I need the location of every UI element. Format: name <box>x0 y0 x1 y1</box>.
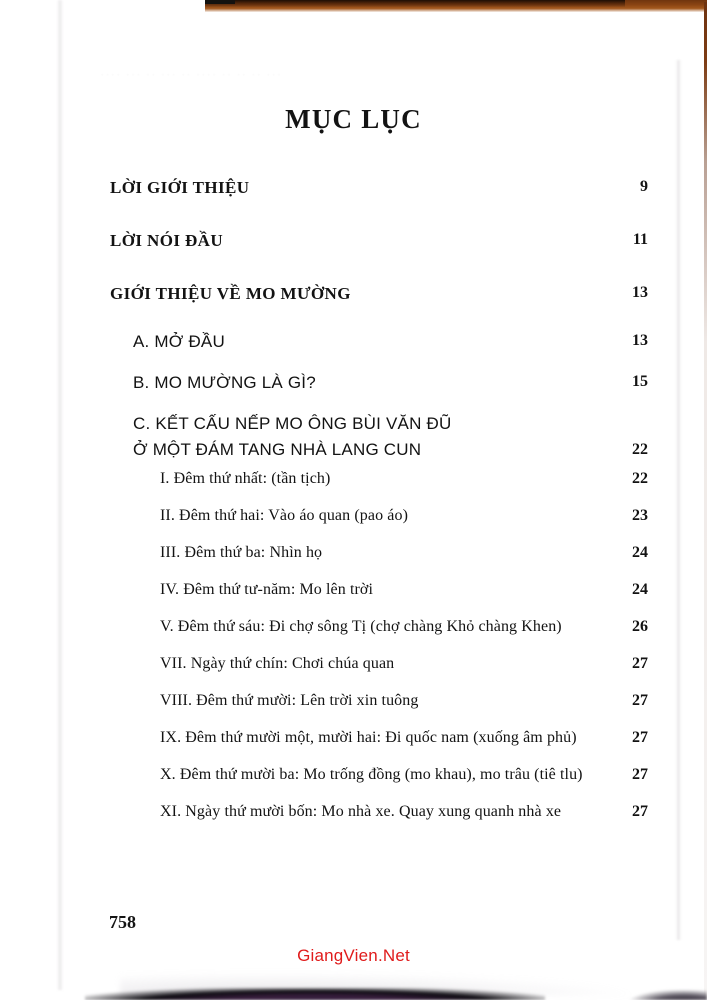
scan-edge-wooden-shadow <box>205 0 625 7</box>
toc-entry-label: VIII. Đêm thứ mười: Lên trời xin tuông <box>160 692 419 709</box>
toc-entry-label: VII. Ngày thứ chín: Chơi chúa quan <box>160 655 395 672</box>
toc-entry-page-number: 24 <box>632 544 648 561</box>
page-title: MỤC LỤC <box>285 104 422 134</box>
toc-entry-label: LỜI NÓI ĐẦU <box>110 231 224 250</box>
toc-entry-page-number: 26 <box>632 618 648 635</box>
toc-entry-label: C. KẾT CẤU NẾP MO ÔNG BÙI VĂN ĐŨ Ở MỘT ĐÁM TANG NHÀ LANG CUN <box>133 414 452 459</box>
toc-entry-page-number: 22 <box>632 470 648 487</box>
toc-entry-page-number: 13 <box>632 284 648 301</box>
toc-entry-label: B. MO MƯỜNG LÀ GÌ? <box>133 373 316 392</box>
toc-entry-page-number: 27 <box>632 729 648 746</box>
watermark: GiangVien.Net <box>297 946 410 965</box>
toc-entry-label: IV. Đêm thứ tư-năm: Mo lên trời <box>160 581 374 598</box>
scan-page-fold-left <box>57 0 63 990</box>
toc-entry-page-number: 13 <box>632 332 648 349</box>
toc-entry-label: V. Đêm thứ sáu: Đi chợ sông Tị (chợ chàng Khỏ chàng Khen) <box>160 618 562 635</box>
scan-edge-bottom-object <box>85 988 545 1000</box>
toc-entry-page-number: 9 <box>640 178 648 195</box>
toc-entry-label: XI. Ngày thứ mười bốn: Mo nhà xe. Quay xung quanh nhà xe <box>160 803 562 820</box>
toc-entry-label: A. MỞ ĐẦU <box>133 332 225 351</box>
toc-entry-page-number: 11 <box>632 231 648 248</box>
toc-entry-page-number: 23 <box>632 507 648 524</box>
toc-entry-label: II. Đêm thứ hai: Vào áo quan (pao áo) <box>160 507 408 524</box>
toc-entry-page-number: 27 <box>632 803 648 820</box>
toc-entry-page-number: 27 <box>632 692 648 709</box>
toc-entry-label: LỜI GIỚI THIỆU <box>110 178 250 197</box>
toc-entry-label: X. Đêm thứ mười ba: Mo trống đồng (mo khau), mo trâu (tiê tlu) <box>160 766 583 783</box>
toc-entry-page-number: 15 <box>632 373 648 390</box>
toc-entry-label: GIỚI THIỆU VỀ MO MƯỜNG <box>110 284 351 303</box>
scan-edge-dark-corner <box>205 0 235 4</box>
toc-entry-page-number: 24 <box>632 581 648 598</box>
toc-entry-label-continued: Ở MỘT ĐÁM TANG NHÀ LANG CUN <box>133 440 422 459</box>
toc-entry-label: IX. Đêm thứ mười một, mười hai: Đi quốc nam (xuống âm phủ) <box>160 729 577 746</box>
toc-entry-page-number: 27 <box>632 766 648 783</box>
toc-entry-label: I. Đêm thứ nhất: (tần tịch) <box>160 470 331 487</box>
scan-edge-bottom-object-right <box>630 990 707 1000</box>
toc-entry-page-number: 27 <box>632 655 648 672</box>
toc-entry-label: III. Đêm thứ ba: Nhìn họ <box>160 544 323 561</box>
scan-page-fold-right <box>676 60 681 940</box>
toc-entry-page-number: 22 <box>632 441 648 458</box>
page-number: 758 <box>109 912 136 932</box>
